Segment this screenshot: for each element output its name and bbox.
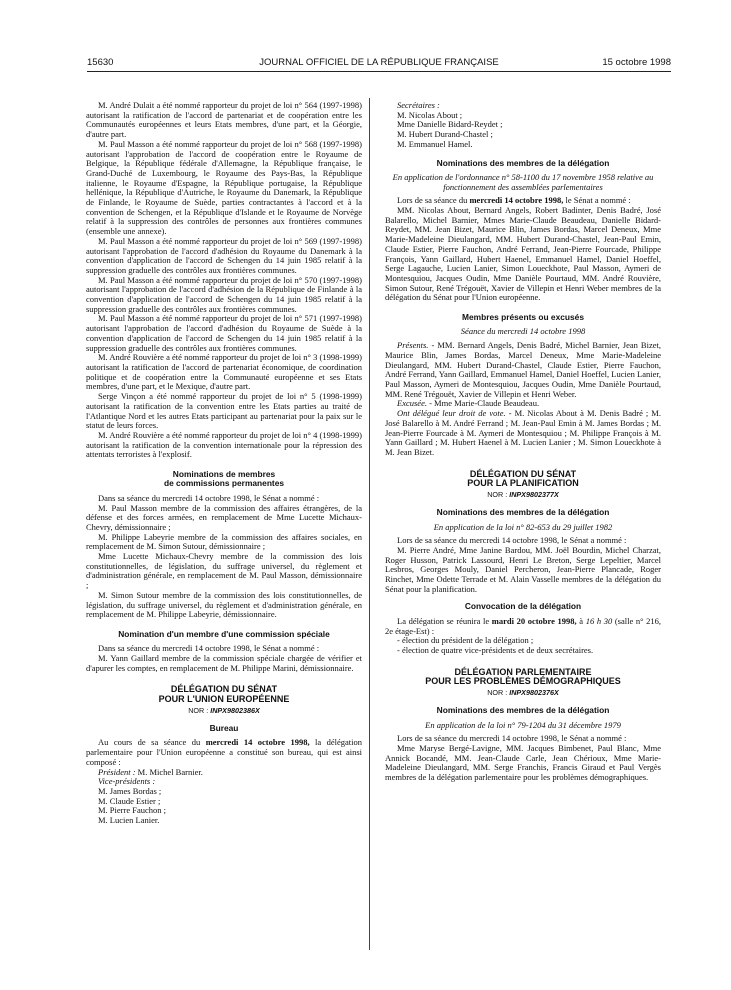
- paragraph: Mme Lucette Michaux-Chevry membre de la commission des lois constitutionnelles, de législation, du suffrage universel, du règlement et d'administration générale, en remplacement de M. Paul Masson, démissionnaire ;: [86, 551, 362, 591]
- member-name: M. Michel Barnier.: [137, 766, 203, 777]
- column-divider: [369, 98, 370, 950]
- text: Lors de sa séance du: [397, 195, 470, 206]
- delegation-heading: [86, 685, 362, 704]
- left-column: [86, 101, 362, 826]
- label: Présents.: [397, 340, 429, 351]
- member-name: M. Hubert Durand-Chastel ;: [397, 129, 493, 140]
- member-list: M. Pierre André, Mme Janine Bardou, MM. Joël Bourdin, Michel Charzat, Roger Husson, Patrick Lassourd, Henri Le Breton, Serge Lepeltier, Marcel Lesbros, Georges Mouly, Daniel Percheron, Jean-Pierre Plancade, Roger Rinchet, Mme Odette Terrade et M. Alain Vasselle membres de la délégation du Sénat pour la planification.: [385, 544, 661, 594]
- agenda-item: - élection de quatre vice-présidents et de deux secrétaires.: [397, 644, 594, 655]
- right-column: [385, 101, 661, 783]
- section-heading: Membres présents ou excusés: [462, 312, 584, 323]
- text: - Mme Marie-Claude Beaudeau.: [426, 398, 540, 409]
- paragraph: M. Paul Masson membre de la commission des affaires étrangères, de la défense et des forces armées, en remplacement de Mme Lucette Michaux-Chevry, démissionnaire ;: [86, 502, 362, 532]
- heading-line: de commissions permanentes: [163, 478, 285, 489]
- heading-line: DÉLÉGATION DU SÉNAT: [469, 468, 577, 479]
- header-rule: [87, 71, 671, 72]
- legal-reference: En application de la loi n° 82-653 du 29 juillet 1982: [433, 521, 613, 532]
- heading-line: POUR LA PLANIFICATION: [467, 478, 579, 489]
- member-name: M. Nicolas About ;: [397, 109, 463, 120]
- paragraph: Dans sa séance du mercredi 14 octobre 1998, le Sénat a nommé :: [98, 492, 320, 503]
- member-list: MM. Nicolas About, Bernard Angels, Robert Badinter, Denis Badré, José Balarello, Michel Barnier, Mmes Marie-Claude Beaudeau, Danielle Bidard-Reydet, MM. Jean Bizet, Maurice Blin, James Bordas, Marcel Deneux, Mme Marie-Madeleine Dieulangard, MM. Hubert Durand-Chastel, Jean-Paul Emin, Claude Estier, Pierre Fauchon, André Ferrand, Jean-Pierre Fourcade, Philippe François, Yann Gaillard, Hubert Haenel, Emmanuel Hamel, Daniel Hoeffel, Serge Lagauche, Lucien Lanier, Simon Loueckhote, Paul Masson, Aymeri de Montesquiou, Jacques Oudin, Mme Danièle Pourtaud, MM. André Rouvière, Simon Sutour, René Trégouët, Xavier de Villepin et Henri Weber membres de la délégation du Sénat pour l'Union européenne.: [385, 205, 661, 303]
- nor-reference: [385, 688, 661, 698]
- journal-title: JOURNAL OFFICIEL DE LA RÉPUBLIQUE FRANÇAISE: [259, 57, 499, 68]
- agenda-item: - élection du président de la délégation ;: [397, 635, 534, 646]
- paragraph: Lors de sa séance du mercredi 14 octobre 1998, le Sénat a nommé :: [397, 535, 627, 546]
- text: à: [576, 615, 586, 626]
- section-heading: Nominations des membres de la délégation: [436, 705, 610, 716]
- label: Excusée.: [397, 398, 427, 409]
- text: la délégation parlementaire pour l'Union européenne a constitué son bureau, qui est ainsi composé :: [86, 737, 362, 767]
- paragraph: Dans sa séance du mercredi 14 octobre 1998, le Sénat a nommé :: [98, 643, 320, 654]
- section-heading: Nomination d'un membre d'une commission spéciale: [118, 628, 330, 639]
- time: 16 h 30: [585, 615, 613, 626]
- role-label: Secrétaires :: [397, 100, 440, 110]
- paragraph: M. André Rouvière a été nommé rapporteur du projet de loi n° 4 (1998-1999) autorisant la ratification de la convention internationale pour la répression des attentats terroristes à l'explosif.: [86, 429, 362, 460]
- text: La délégation se réunira le: [397, 615, 492, 626]
- member-name: M. Emmanuel Hamel.: [397, 138, 473, 149]
- section-heading: Bureau: [209, 723, 239, 733]
- text: Au cours de sa séance du: [98, 737, 206, 748]
- heading-line: POUR LES PROBLÈMES DÉMOGRAPHIQUES: [425, 676, 621, 687]
- section-heading: Convocation de la délégation: [464, 601, 582, 612]
- member-name: M. James Bordas ;: [98, 785, 162, 796]
- paragraph: [86, 738, 362, 767]
- heading-line: POUR L'UNION EUROPÉENNE: [158, 693, 290, 704]
- nor-reference: [86, 706, 362, 716]
- role-label: Vice-présidents :: [98, 776, 156, 787]
- page-number: 15630: [87, 57, 114, 68]
- paragraph: M. André Dulait a été nommé rapporteur du projet de loi n° 564 (1997-1998) autorisant la ratification de l'accord de partenariat et de coopération entre les Communautés européennes et leurs Etats membres, d'une part, et la Géorgie, d'autre part.: [86, 100, 362, 140]
- nor-label: NOR :: [487, 688, 508, 698]
- legal-reference: En application de l'ordonnance n° 58-1100 du 17 novembre 1958 relative au fonctionnement des assemblées parlementaires: [392, 171, 654, 192]
- label: Ont délégué leur droit de vote.: [397, 408, 506, 419]
- member-name: M. Lucien Lanier.: [98, 815, 160, 826]
- delegation-heading: [385, 668, 661, 687]
- heading-line: DÉLÉGATION DU SÉNAT: [170, 684, 278, 695]
- nor-label: NOR :: [487, 490, 508, 500]
- text: le Sénat a nommé :: [563, 195, 631, 206]
- nor-reference: [385, 490, 661, 500]
- nor-id: INPX9802386X: [210, 706, 260, 716]
- paragraph: M. Paul Masson a été nommé rapporteur du projet de loi n° 569 (1997-1998) autorisant l'approbation de l'accord d'adhésion du Royaume du Danemark à la convention d'application de l'accord de Schengen du 14 juin 1985 relatif à la suppression graduelle des contrôles aux frontières communes.: [86, 235, 362, 275]
- paragraph: [385, 617, 661, 636]
- section-heading: Nominations des membres de la délégation: [436, 507, 610, 518]
- bold-text: mercredi 14 octobre 1998,: [205, 737, 310, 748]
- paragraph: M. Paul Masson a été nommé rapporteur du projet de loi n° 568 (1997-1998) autorisant l'approbation de l'accord de coopération entre le Royaume de Belgique, la République fédérale d'Allemagne, la République française, le Grand-Duché de Luxembourg, le Royaume des Pays-Bas, la République italienne, le Royaume d'Espagne, la République portugaise, la République hellénique, la République d'Autriche, le Royaume du Danemark, la République de Finlande, le Royaume de Suède, parties contractantes à l'accord et à la convention de Schengen, et la République d'Islande et le Royaume de Norvège relatif à la suppression des contrôles de personnes aux frontières communes (ensemble une annexe).: [86, 138, 362, 237]
- heading-line: Nominations de membres: [172, 469, 276, 480]
- member-name: M. Pierre Fauchon ;: [98, 805, 166, 816]
- paragraph: M. Paul Masson a été nommé rapporteur du projet de loi n° 571 (1997-1998) autorisant l'approbation de l'accord d'adhésion du Royaume de Suède à la convention d'application de l'accord de Schengen du 14 juin 1985 relatif à la suppression graduelle des contrôles aux frontières communes.: [86, 313, 362, 353]
- heading-line: DÉLÉGATION PARLEMENTAIRE: [454, 666, 592, 677]
- text: (salle n° 216, 2e étage-Est) :: [385, 615, 661, 636]
- member-list: Mme Maryse Bergé-Lavigne, MM. Jacques Bimbenet, Paul Blanc, Mme Annick Bocandé, MM. Jean-Claude Carle, Jean Chérioux, Mme Marie-Madeleine Dieulangard, MM. Serge Franchis, Francis Giraud et Paul Vergès membres de la délégation parlementaire pour les problèmes démographiques.: [385, 743, 661, 783]
- nor-label: NOR :: [188, 706, 209, 716]
- paragraph: M. Yann Gaillard membre de la commission spéciale chargée de vérifier et d'apurer les comptes, en remplacement de M. Philippe Marini, démissionnaire.: [86, 653, 362, 673]
- member-name: Mme Danielle Bidard-Reydet ;: [397, 119, 503, 130]
- paragraph: Lors de sa séance du mercredi 14 octobre 1998, le Sénat a nommé :: [397, 733, 627, 744]
- paragraph: M. Paul Masson a été nommé rapporteur du projet de loi n° 570 (1997-1998) autorisant l'approbation de l'accord d'adhésion de la République de Finlande à la convention d'application de l'accord de Schengen du 14 juin 1985 relatif à la suppression graduelle des contrôles aux frontières communes.: [86, 274, 362, 314]
- paragraph: M. Simon Sutour membre de la commission des lois constitutionnelles, de législation, du suffrage universel, du règlement et d'administration générale, en remplacement de M. Philippe Labeyrie, démissionnaire.: [86, 589, 362, 620]
- section-heading: Nominations des membres de la délégation: [436, 157, 610, 168]
- bold-text: mercredi 14 octobre 1998,: [469, 195, 564, 206]
- member-name: M. Claude Estier ;: [98, 795, 161, 806]
- paragraph: [385, 409, 661, 458]
- section-heading: [86, 470, 362, 489]
- text: - MM. Bernard Angels, Denis Badré, Michel Barnier, Jean Bizet, Maurice Blin, James Bordas, Marcel Deneux, Mme Marie-Madeleine Dieulangard, MM. Hubert Durand-Chastel, Claude Estier, Pierre Fauchon, André Ferrand, Yann Gaillard, Emmanuel Hamel, Daniel Hoeffel, Lucien Lanier, Paul Masson, Aymeri de Montesquiou, Jacques Oudin, Mme Danièle Pourtaud, MM. René Trégouët, Xavier de Villepin et Henri Weber.: [385, 340, 661, 399]
- delegation-heading: [385, 470, 661, 489]
- session-date: Séance du mercredi 14 octobre 1998: [460, 326, 586, 337]
- paragraph: M. André Rouvière a été nommé rapporteur du projet de loi n° 3 (1998-1999) autorisant la ratification de l'accord de partenariat économique, de coordination politique et de coopération entre la Communauté européenne et ses Etats membres, d'une part, et le Mexique, d'autre part.: [86, 352, 362, 392]
- paragraph: [385, 341, 661, 399]
- legal-reference: En application de la loi n° 79-1204 du 31 décembre 1979: [425, 719, 621, 730]
- page-header: [87, 57, 671, 71]
- bold-text: mardi 20 octobre 1998,: [491, 615, 577, 626]
- paragraph: M. Philippe Labeyrie membre de la commission des affaires sociales, en remplacement de M. Simon Sutour, démissionnaire ;: [86, 531, 362, 552]
- nor-id: INPX9802377X: [509, 490, 559, 500]
- nor-id: INPX9802376X: [509, 688, 559, 698]
- role-label: Président :: [98, 766, 136, 777]
- text: - M. Nicolas About à M. Denis Badré ; M. José Balarello à M. André Ferrand ; M. Jean-Paul Emin à M. James Bordas ; M. Jean-Pierre Fourcade à M. Aymeri de Montesquiou ; M. Philippe François à M. Yann Gaillard ; M. Hubert Haenel à M. Lucien Lanier ; M. Simon Loueckhote à M. Jean Bizet.: [385, 408, 661, 457]
- issue-date: 15 octobre 1998: [602, 57, 671, 68]
- paragraph: Serge Vinçon a été nommé rapporteur du projet de loi n° 5 (1998-1999) autorisant la ratification de la convention entre les Etats parties au traité de l'Atlantique Nord et les autres Etats participant au partenariat pour la paix sur le statut de leurs forces.: [86, 391, 362, 431]
